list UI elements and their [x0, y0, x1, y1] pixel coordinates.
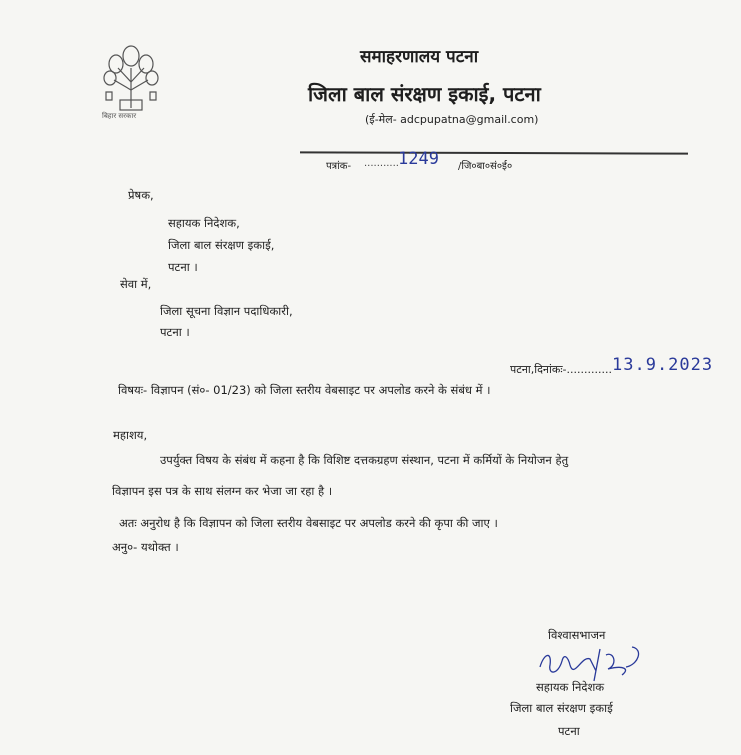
subject-line: विषयः- विज्ञापन (सं०- 01/23) को जिला स्तरीय वेबसाइट पर अपलोड करने के संबंध में । [118, 383, 491, 397]
reference-number: 1249 [398, 149, 439, 169]
signature-title: सहायक निदेशक [536, 680, 605, 694]
recipient-label: सेवा में, [120, 277, 152, 291]
date-label: पटना,दिनांकः-............. [510, 363, 612, 376]
signature-unit: जिला बाल संरक्षण इकाई [510, 701, 613, 715]
sender-line: सहायक निदेशक, [168, 216, 240, 230]
signature-place: पटना [558, 724, 580, 738]
email-line: (ई-मेल- adcpupatna@gmail.com) [365, 113, 539, 126]
sender-label: प्रेषक, [128, 188, 154, 202]
signature-closing: विश्वासभाजन [548, 628, 606, 642]
unit-title: जिला बाल संरक्षण इकाई, पटना [308, 82, 541, 106]
recipient-line: पटना । [160, 325, 190, 339]
enclosure-note: अनु०- यथोक्त । [112, 540, 179, 554]
paragraph-1-line-2: विज्ञापन इस पत्र के साथ संलग्न कर भेजा जा रहा है । [112, 484, 333, 498]
recipient-line: जिला सूचना विज्ञान पदाधिकारी, [160, 304, 293, 318]
paragraph-1-line-1: उपर्युक्त विषय के संबंध में कहना है कि विशिष्ट दत्तकग्रहण संस्थान, पटना में कर्मियों के नियोजन हेतु [160, 453, 569, 467]
sender-line: पटना । [168, 260, 198, 274]
reference-dots: ........... [364, 158, 399, 169]
office-title: समाहरणालय पटना [360, 47, 479, 67]
header-divider [300, 151, 688, 154]
handwritten-signature [534, 635, 654, 685]
sender-line: जिला बाल संरक्षण इकाई, [168, 238, 275, 252]
reference-label: पत्रांक- [326, 161, 352, 172]
emblem-caption: बिहार सरकार [102, 112, 137, 120]
paragraph-2: अतः अनुरोध है कि विज्ञापन को जिला स्तरीय वेबसाइट पर अपलोड करने की कृपा की जाए । [119, 516, 498, 530]
salutation: महाशय, [113, 428, 148, 442]
date-value: 13.9.2023 [612, 355, 714, 375]
reference-code: /जि०बा०सं०ई० [458, 161, 513, 172]
